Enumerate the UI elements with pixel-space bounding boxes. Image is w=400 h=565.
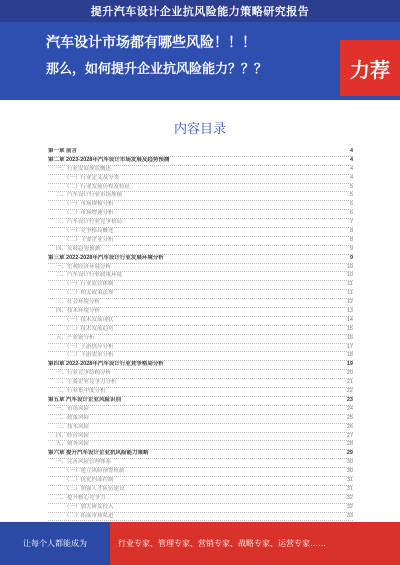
toc-entry-page: 23 (346, 396, 353, 403)
toc-entry[interactable] (48, 397, 353, 406)
recommend-badge-label: 力荐 (350, 59, 390, 82)
toc-entry[interactable] (48, 361, 353, 370)
toc-entry-page: 27 (346, 432, 353, 439)
toc-entry-text: 一、宏观经济环境分析 (56, 263, 112, 270)
toc-entry[interactable] (48, 495, 353, 504)
toc-entry-text: 二、政策风险 (56, 414, 90, 421)
toc-entry[interactable] (48, 424, 353, 433)
toc-entry[interactable] (48, 433, 353, 442)
toc-entry-page: 13 (346, 308, 353, 315)
toc-entry-page: 4 (349, 148, 353, 154)
toc-entry[interactable] (48, 504, 353, 513)
toc-entry-page: 17 (346, 343, 353, 350)
toc-entry[interactable] (48, 326, 353, 335)
toc-entry-page: 5 (349, 183, 353, 190)
toc-entry-text: （二）技术发展趋势 (64, 325, 114, 332)
toc-entry[interactable] (48, 281, 353, 290)
toc-entry-text: 四、经营风险 (56, 432, 90, 439)
table-of-contents (48, 148, 353, 521)
toc-entry[interactable] (48, 352, 353, 361)
toc-entry[interactable] (48, 379, 353, 388)
toc-entry-page: 10 (346, 272, 353, 279)
toc-entry-page: 11 (347, 290, 353, 297)
toc-entry-page: 7 (349, 219, 353, 226)
report-title: 提升汽车设计企业抗风险能力策略研究报告 (90, 6, 310, 18)
toc-entry-text: 三、汽车设计行业竞争格局 (56, 219, 123, 226)
toc-entry-text: （一）行业监管体制 (64, 281, 114, 288)
toc-entry[interactable] (48, 415, 353, 424)
footer-right-text: 行业专家、管理专家、营销专家、战略专家、运营专家…… (118, 539, 326, 548)
toc-entry-text: （一）竞争格局概述 (64, 228, 114, 235)
toc-entry[interactable] (48, 255, 353, 264)
toc-entry-text: 第六章 提升汽车设计企业抗风险能力策略 (48, 450, 149, 457)
banner-question-1: 汽车设计市场都有哪些风险！！！ (46, 34, 256, 50)
toc-entry[interactable] (48, 228, 353, 237)
toc-entry-text: （二）拓展市场渠道 (64, 512, 114, 519)
recommend-badge (340, 40, 400, 96)
toc-entry[interactable] (48, 192, 353, 201)
toc-entry-text: 二、主要企业竞争力分析 (56, 379, 117, 386)
toc-entry-text: （二）优化内部控制 (64, 476, 114, 483)
toc-entry-text: 一、行业竞争结构分析 (56, 370, 112, 377)
toc-entry[interactable] (48, 175, 353, 184)
toc-entry[interactable] (48, 370, 353, 379)
toc-entry[interactable] (48, 166, 353, 175)
toc-entry-page: 31 (346, 476, 353, 483)
toc-entry[interactable] (48, 406, 353, 415)
toc-entry-text: 第四章 2022-2028年汽车设计行业竞争格局分析 (48, 361, 164, 368)
toc-entry-page: 29 (346, 450, 353, 457)
toc-entry-text: （一）技术发展现状 (64, 316, 114, 323)
toc-entry[interactable] (48, 201, 353, 210)
toc-entry[interactable] (48, 148, 353, 157)
toc-entry[interactable] (48, 486, 353, 495)
toc-entry-page: 6 (349, 210, 353, 217)
toc-entry-text: （二）市场增速分析 (64, 210, 114, 217)
toc-entry-text: 第一章 前言 (48, 148, 78, 154)
toc-entry-page: 4 (349, 156, 353, 163)
toc-entry-text: 第三章 2022-2028年汽车设计行业发展环境分析 (48, 254, 164, 261)
footer-left-text: 让每个人都能成为 (23, 539, 87, 548)
toc-entry-page: 4 (349, 165, 353, 172)
toc-entry[interactable] (48, 388, 353, 397)
toc-entry[interactable] (48, 317, 353, 326)
toc-entry-page: 25 (346, 414, 353, 421)
toc-entry-page: 24 (346, 405, 353, 412)
toc-entry-page: 26 (346, 423, 353, 430)
footer-banner (0, 522, 400, 565)
toc-entry-page: 9 (349, 254, 353, 261)
toc-entry-page: 22 (346, 388, 353, 395)
toc-entry-page: 5 (349, 192, 353, 199)
toc-entry-text: 三、社会环境分析 (56, 299, 101, 306)
footer-right-panel (110, 522, 400, 565)
toc-entry-text: （一）市场规模分析 (64, 201, 114, 208)
toc-entry-text: （二）相关政策法规 (64, 290, 114, 297)
toc-entry-page: 15 (346, 325, 353, 332)
toc-entry-page: 33 (346, 512, 353, 519)
toc-entry-page: 9 (349, 245, 353, 252)
toc-entry[interactable] (48, 299, 353, 308)
toc-entry-text: 五、财务风险 (56, 441, 90, 448)
toc-entry[interactable] (48, 184, 353, 193)
toc-entry[interactable] (48, 344, 353, 353)
toc-entry-page: 20 (346, 370, 353, 377)
toc-entry-text: （一）行业定义及分类 (64, 174, 120, 181)
toc-entry-page: 10 (346, 263, 353, 270)
toc-entry-page: 30 (346, 459, 353, 466)
toc-entry-page: 19 (346, 361, 353, 368)
toc-entry[interactable] (48, 335, 353, 344)
toc-entry[interactable] (48, 450, 353, 459)
toc-entry-page: 8 (349, 236, 353, 243)
toc-entry-text: （三）加强人才队伍建设 (64, 485, 125, 492)
toc-entry-text: 第二章 2023-2028年汽车设计市场发展及趋势预测 (48, 156, 170, 163)
toc-entry[interactable] (48, 290, 353, 299)
banner-question-2: 那么，如何提升企业抗风险能力？？？ (46, 61, 268, 76)
toc-entry[interactable] (48, 264, 353, 273)
toc-entry-text: （一）加大研发投入 (64, 503, 114, 510)
toc-entry-text: 三、行业集中度分析 (56, 388, 106, 395)
toc-entry-page: 4 (349, 174, 353, 181)
toc-entry[interactable] (48, 246, 353, 255)
toc-entry-page: 12 (346, 299, 353, 306)
toc-entry-text: 三、技术风险 (56, 423, 90, 430)
toc-entry-page: 6 (349, 201, 353, 208)
toc-entry-text: （一）上游供应分析 (64, 343, 114, 350)
toc-entry[interactable] (48, 272, 353, 281)
toc-entry[interactable] (48, 157, 353, 166)
toc-entry-page: 32 (346, 503, 353, 510)
toc-entry-text: （二）主要企业分析 (64, 236, 114, 243)
toc-entry-page: 18 (346, 352, 353, 359)
toc-entry-text: 第五章 汽车设计企业风险识别 (48, 396, 122, 403)
toc-entry[interactable] (48, 237, 353, 246)
toc-entry-text: 二、提升核心竞争力 (56, 494, 106, 501)
toc-entry[interactable] (48, 468, 353, 477)
toc-entry[interactable] (48, 459, 353, 468)
toc-entry-text: 四、发展趋势预测 (56, 245, 101, 252)
toc-entry-page: 14 (346, 316, 353, 323)
toc-entry-text: 二、汽车设计行业政策环境 (56, 272, 123, 279)
toc-entry-text: 二、汽车设计行业市场规模 (56, 192, 123, 199)
toc-entry[interactable] (48, 441, 353, 450)
toc-entry-page: 32 (346, 494, 353, 501)
toc-entry-text: 一、行业发展现状概述 (56, 165, 112, 172)
report-header-bar (0, 0, 400, 22)
toc-entry[interactable] (48, 210, 353, 219)
toc-entry-text: 一、市场风险 (56, 405, 90, 412)
toc-entry-text: （一）建立风险预警机制 (64, 468, 125, 475)
toc-title: 内容目录 (173, 121, 226, 136)
toc-entry-text: （二）行业发展历程及特征 (64, 183, 131, 190)
toc-entry[interactable] (48, 219, 353, 228)
toc-entry-page: 30 (346, 468, 353, 475)
toc-entry-text: 四、技术环境分析 (56, 308, 101, 315)
toc-entry-text: （二）下游需求分析 (64, 352, 114, 359)
toc-entry-page: 28 (346, 441, 353, 448)
footer-left-panel (0, 522, 110, 565)
toc-entry-text: 一、完善风险管理体系 (56, 459, 112, 466)
toc-entry-page: 8 (349, 228, 353, 235)
toc-entry-page: 31 (346, 485, 353, 492)
toc-entry-page: 16 (346, 334, 353, 341)
toc-entry[interactable] (48, 477, 353, 486)
toc-entry-page: 21 (346, 379, 353, 386)
toc-entry-page: 11 (347, 281, 353, 288)
toc-entry[interactable] (48, 513, 353, 522)
toc-entry[interactable] (48, 308, 353, 317)
toc-entry-text: 五、产业链分析 (56, 334, 95, 341)
